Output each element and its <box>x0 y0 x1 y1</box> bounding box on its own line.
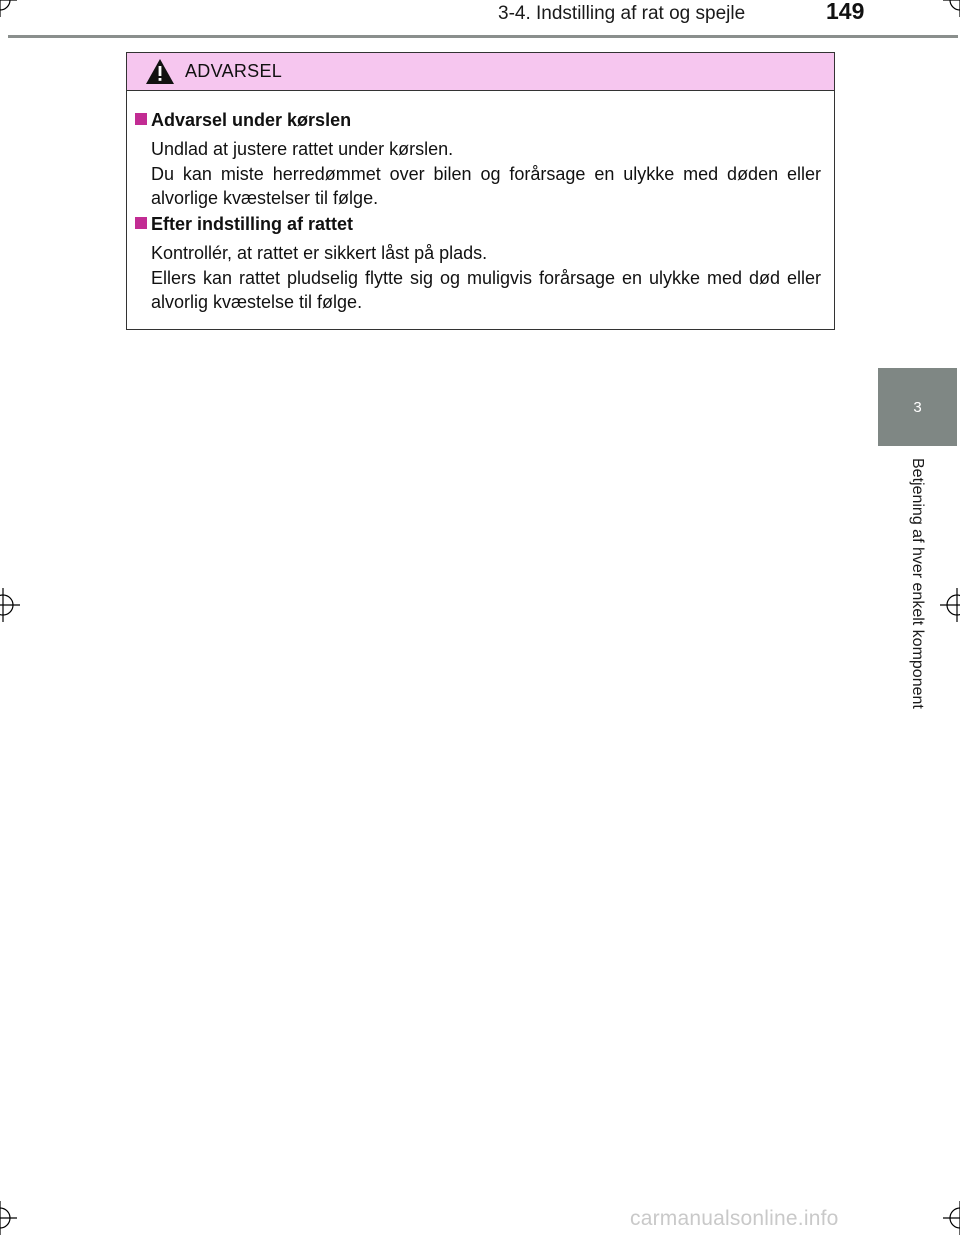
paragraph: Ellers kan rattet pludselig flytte sig og muligvis forårsage en ulykke med død eller alvorlig kvæstelse til følge. <box>151 267 821 312</box>
chapter-number: 3 <box>913 398 922 416</box>
registration-mark-icon <box>0 1201 17 1235</box>
warning-title: ADVARSEL <box>185 61 283 81</box>
header-rule <box>8 35 958 38</box>
warning-box <box>126 52 835 330</box>
section-body <box>127 137 834 211</box>
chapter-label: Betjening af hver enkelt komponent <box>909 458 926 709</box>
section-heading: Advarsel under kørslen <box>127 109 834 131</box>
warning-triangle-icon <box>145 58 175 85</box>
section-title: 3-4. Indstilling af rat og spejle <box>498 3 746 24</box>
registration-mark-icon <box>943 0 960 17</box>
square-bullet-icon <box>135 217 147 229</box>
square-bullet-icon <box>135 113 147 125</box>
warning-section-after-adjust <box>127 213 834 315</box>
warning-section-driving <box>127 109 834 211</box>
page-number: 149 <box>826 0 865 24</box>
registration-mark-icon <box>0 588 20 622</box>
paragraph: Du kan miste herredømmet over bilen og forårsage en ulykke med døden eller alvorlige kvæstelser til følge. <box>151 163 821 208</box>
paragraph: Undlad at justere rattet under kørslen. <box>151 139 454 159</box>
chapter-tab <box>878 368 957 446</box>
warning-header <box>127 53 834 91</box>
section-heading: Efter indstilling af rattet <box>127 213 834 235</box>
registration-mark-icon <box>0 0 17 17</box>
paragraph: Kontrollér, at rattet er sikkert låst på plads. <box>151 243 488 263</box>
registration-mark-icon <box>940 588 960 622</box>
registration-mark-icon <box>943 1201 960 1235</box>
watermark: carmanualsonline.info <box>630 1207 839 1230</box>
section-body <box>127 241 834 315</box>
